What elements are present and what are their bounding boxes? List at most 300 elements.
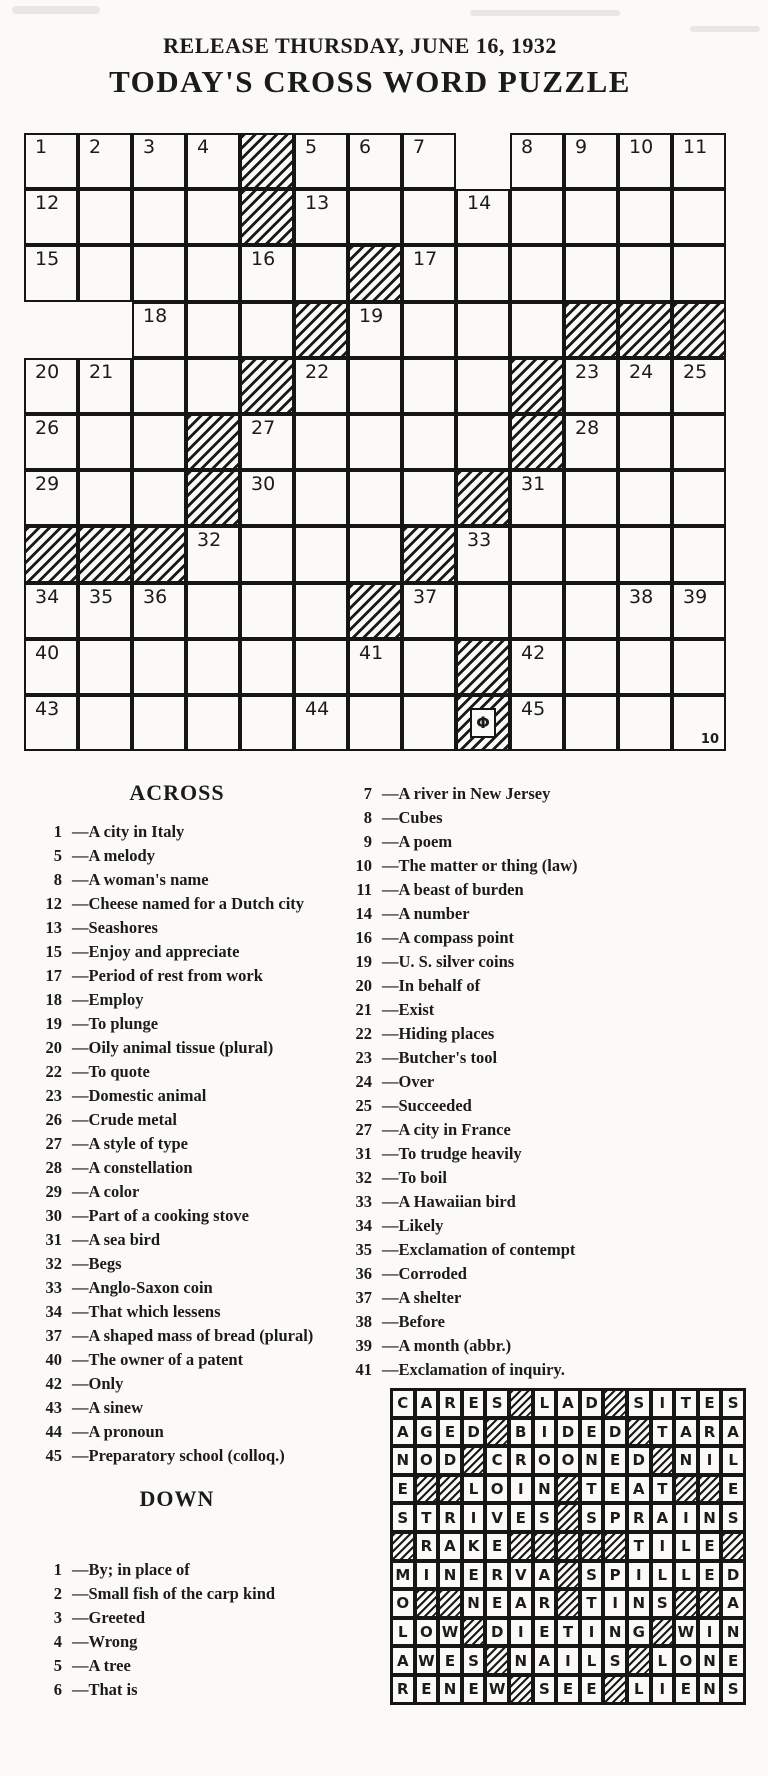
clue-number: 24: [355, 1072, 372, 1091]
clue-text: —A compass point: [382, 928, 515, 947]
clue-number: 38: [355, 1312, 372, 1331]
solution-letter-cell: S: [580, 1503, 604, 1532]
solution-letter-cell: N: [509, 1646, 533, 1675]
solution-letter-cell: C: [391, 1389, 415, 1418]
solution-black-cell: [627, 1646, 651, 1675]
clue-number: 34: [45, 1302, 62, 1321]
solution-black-cell: [580, 1532, 604, 1561]
clue: [36, 1444, 318, 1468]
cell-number: 31: [521, 473, 546, 496]
grid-cell: [510, 133, 564, 189]
solution-letter-cell: R: [438, 1389, 462, 1418]
clue-number: 31: [355, 1144, 372, 1163]
grid-cell: [672, 583, 726, 639]
clue: [346, 830, 760, 854]
cell-number: 1: [35, 136, 48, 158]
solution-letter-cell: N: [627, 1589, 651, 1618]
grid-cell: [348, 358, 402, 414]
clue-number: 20: [355, 976, 372, 995]
solution-black-cell: [603, 1532, 627, 1561]
grid-cell: [402, 245, 456, 301]
grid-cell: [186, 302, 240, 358]
clue: [36, 1084, 318, 1108]
grid-cell: [78, 470, 132, 526]
cell-number: 36: [143, 585, 168, 608]
cell-number: 40: [35, 641, 60, 664]
grid-cell: [672, 526, 726, 582]
clue-text: —To plunge: [72, 1014, 159, 1033]
solution-letter-cell: N: [533, 1475, 557, 1504]
grid-cell: [510, 526, 564, 582]
cell-number: 39: [683, 585, 708, 608]
clue: [36, 1348, 318, 1372]
clue-number: 8: [53, 870, 62, 889]
clue: [36, 1678, 318, 1702]
black-cell: [240, 133, 294, 189]
solution-letter-cell: N: [674, 1446, 698, 1475]
solution-letter-cell: S: [721, 1503, 745, 1532]
cell-number: 22: [305, 360, 330, 383]
clue-number: 9: [363, 832, 372, 851]
grid-cell: [294, 414, 348, 470]
solution-letter-cell: O: [533, 1446, 557, 1475]
clue-text: —Enjoy and appreciate: [72, 942, 240, 961]
grid-cell: [24, 583, 78, 639]
grid-cell: [618, 414, 672, 470]
grid-cell: [348, 695, 402, 751]
solution-black-cell: [698, 1475, 722, 1504]
clue-number: 13: [45, 918, 62, 937]
print-smudge: [690, 26, 760, 32]
black-cell: [348, 245, 402, 301]
clue: [36, 1132, 318, 1156]
grid-cell: [78, 189, 132, 245]
solution-letter-cell: G: [415, 1418, 439, 1447]
grid-cell: [186, 526, 240, 582]
grid-cell: [402, 695, 456, 751]
solution-letter-cell: A: [438, 1532, 462, 1561]
solution-letter-cell: E: [698, 1389, 722, 1418]
black-cell: [402, 526, 456, 582]
grid-cell: [78, 414, 132, 470]
clue: [36, 1156, 318, 1180]
solution-letter-cell: D: [580, 1389, 604, 1418]
clue: [346, 1142, 760, 1166]
clue-number: 32: [45, 1254, 62, 1273]
clue: [346, 1070, 760, 1094]
clue: [36, 844, 318, 868]
clue-text: —Seashores: [72, 918, 158, 937]
print-smudge: [470, 10, 620, 16]
solution-black-cell: [651, 1618, 675, 1647]
clue-number: 27: [355, 1120, 372, 1139]
clue: [36, 1276, 318, 1300]
cell-number: 21: [89, 360, 114, 383]
solution-letter-cell: S: [533, 1675, 557, 1704]
clue: [36, 1654, 318, 1678]
clue: [36, 1060, 318, 1084]
crossword-grid: [24, 133, 726, 751]
clue-number: 6: [53, 1680, 62, 1699]
grid-cell: [402, 302, 456, 358]
clue: [346, 1286, 760, 1310]
clue-text: —Cubes: [382, 808, 443, 827]
solution-black-cell: [438, 1475, 462, 1504]
clue: [346, 782, 760, 806]
solution-letter-cell: N: [698, 1503, 722, 1532]
grid-cell: [564, 695, 618, 751]
down-header: DOWN: [139, 1486, 215, 1511]
grid-cell: [132, 302, 186, 358]
black-cell: [456, 639, 510, 695]
solution-letter-cell: A: [674, 1418, 698, 1447]
cell-number: 38: [629, 585, 654, 608]
solution-black-cell: [651, 1446, 675, 1475]
clue-text: —Exist: [382, 1000, 435, 1019]
clue: [36, 1606, 318, 1630]
solution-letter-cell: E: [580, 1675, 604, 1704]
solution-black-cell: [603, 1675, 627, 1704]
grid-cell: [672, 470, 726, 526]
solution-letter-cell: W: [674, 1618, 698, 1647]
clue-number: 25: [355, 1096, 372, 1115]
grid-cell: [618, 189, 672, 245]
black-cell: [294, 302, 348, 358]
grid-cell: [294, 189, 348, 245]
cell-number: 16: [251, 248, 276, 271]
solution-black-cell: [509, 1389, 533, 1418]
solution-letter-cell: E: [509, 1503, 533, 1532]
clue-number: 2: [53, 1584, 62, 1603]
clue-text: —A constellation: [72, 1158, 193, 1177]
grid-cell: [186, 583, 240, 639]
clue-number: 10: [355, 856, 372, 875]
clue-text: —A number: [382, 904, 470, 923]
solution-black-cell: [509, 1532, 533, 1561]
solution-black-cell: [485, 1418, 509, 1447]
grid-cell: [186, 639, 240, 695]
solution-letter-cell: I: [415, 1561, 439, 1590]
grid-cell: [672, 189, 726, 245]
black-cell: [564, 302, 618, 358]
solution-letter-cell: I: [627, 1561, 651, 1590]
grid-cell: [240, 639, 294, 695]
solution-letter-cell: E: [533, 1618, 557, 1647]
solution-letter-cell: E: [603, 1475, 627, 1504]
down-continued-clue-list: [346, 782, 760, 1382]
solution-letter-cell: R: [509, 1446, 533, 1475]
black-cell: [186, 470, 240, 526]
clue-text: —Before: [382, 1312, 445, 1331]
clue-number: 23: [45, 1086, 62, 1105]
solution-letter-cell: L: [462, 1475, 486, 1504]
clue-text: —Butcher's tool: [382, 1048, 498, 1067]
cell-number: 25: [683, 360, 708, 383]
grid-cell: [240, 245, 294, 301]
grid-cell: [294, 133, 348, 189]
clue-text: —A color: [72, 1182, 140, 1201]
solution-letter-cell: K: [462, 1532, 486, 1561]
clue-text: —A style of type: [72, 1134, 188, 1153]
grid-cell: [348, 414, 402, 470]
grid-cell: [78, 583, 132, 639]
clue: [36, 1204, 318, 1228]
clue: [346, 1046, 760, 1070]
solution-letter-cell: L: [627, 1675, 651, 1704]
solution-letter-cell: E: [485, 1532, 509, 1561]
grid-cell: [24, 189, 78, 245]
clue-number: 28: [45, 1158, 62, 1177]
black-cell-with-bug: [456, 695, 510, 751]
clue-text: —Greeted: [72, 1608, 146, 1627]
cell-number: 45: [521, 697, 546, 720]
black-cell: [78, 526, 132, 582]
clue: [36, 1558, 318, 1582]
clue: [346, 1190, 760, 1214]
cell-number: 14: [467, 192, 492, 215]
clue: [346, 974, 760, 998]
clue: [36, 1012, 318, 1036]
solution-letter-cell: S: [721, 1389, 745, 1418]
grid-cell: [510, 583, 564, 639]
cell-number: 8: [521, 136, 534, 158]
solution-letter-cell: P: [603, 1503, 627, 1532]
solution-black-cell: [485, 1646, 509, 1675]
clue-number: 14: [355, 904, 372, 923]
cell-number: 34: [35, 585, 60, 608]
cell-number: 44: [305, 697, 330, 720]
grid-cell: [402, 414, 456, 470]
solution-letter-cell: W: [438, 1618, 462, 1647]
grid-cell: [294, 583, 348, 639]
grid-cell: [402, 189, 456, 245]
clue-number: 20: [45, 1038, 62, 1057]
grid-cell: [402, 470, 456, 526]
solution-letter-cell: A: [533, 1561, 557, 1590]
clue-number: 31: [45, 1230, 62, 1249]
clue: [36, 1372, 318, 1396]
clue-number: 8: [363, 808, 372, 827]
clue-text: —A sinew: [72, 1398, 144, 1417]
solution-letter-cell: A: [533, 1646, 557, 1675]
clue-number: 5: [53, 1656, 62, 1675]
clue-text: —A sea bird: [72, 1230, 161, 1249]
clue-text: —Begs: [72, 1254, 122, 1273]
grid-cell: [510, 695, 564, 751]
grid-cell: [456, 189, 510, 245]
grid-cell: [564, 470, 618, 526]
solution-letter-cell: N: [698, 1675, 722, 1704]
solution-letter-cell: O: [391, 1589, 415, 1618]
clue-number: 32: [355, 1168, 372, 1187]
solution-letter-cell: D: [627, 1446, 651, 1475]
grid-cell: [564, 133, 618, 189]
solution-black-cell: [627, 1418, 651, 1447]
clue-text: —A melody: [72, 846, 155, 865]
grid-cell: [618, 133, 672, 189]
solution-letter-cell: D: [721, 1561, 745, 1590]
solution-letter-cell: T: [580, 1475, 604, 1504]
solution-letter-cell: S: [721, 1675, 745, 1704]
clue-number: 44: [45, 1422, 62, 1441]
grid-cell: [618, 526, 672, 582]
solution-letter-cell: D: [603, 1418, 627, 1447]
cell-number: 41: [359, 641, 384, 664]
solution-letter-cell: N: [603, 1618, 627, 1647]
clue-text: —Succeeded: [382, 1096, 472, 1115]
release-line: RELEASE THURSDAY, JUNE 16, 1932: [163, 33, 557, 58]
clue-text: —A shaped mass of bread (plural): [72, 1326, 314, 1345]
cell-number: 33: [467, 529, 492, 552]
clue-text: —Small fish of the carp kind: [72, 1584, 276, 1603]
solution-letter-cell: E: [698, 1561, 722, 1590]
grid-cell: [672, 358, 726, 414]
grid-cell: [132, 358, 186, 414]
grid-cell: [132, 470, 186, 526]
solution-letter-cell: P: [603, 1561, 627, 1590]
solution-letter-cell: R: [533, 1589, 557, 1618]
clue: [346, 998, 760, 1022]
solution-black-cell: [415, 1589, 439, 1618]
solution-letter-cell: A: [721, 1589, 745, 1618]
cell-number: 37: [413, 585, 438, 608]
black-cell: [186, 414, 240, 470]
clue-text: —Exclamation of contempt: [382, 1240, 576, 1259]
grid-cell: [564, 358, 618, 414]
solution-letter-cell: E: [438, 1418, 462, 1447]
grid-cell: [78, 695, 132, 751]
clue: [36, 1630, 318, 1654]
solution-letter-cell: E: [603, 1446, 627, 1475]
clue-number: 29: [45, 1182, 62, 1201]
grid-cell: [294, 245, 348, 301]
clue-number: 1: [53, 822, 62, 841]
clue-number: 23: [355, 1048, 372, 1067]
grid-cell: [510, 470, 564, 526]
cell-number: 29: [35, 473, 60, 496]
solution-letter-cell: N: [462, 1589, 486, 1618]
cell-number: 28: [575, 416, 600, 439]
clue-number: 45: [45, 1446, 62, 1465]
clue: [346, 806, 760, 830]
grid-cell: [132, 245, 186, 301]
grid-cell: [618, 470, 672, 526]
grid-cell: [78, 358, 132, 414]
solution-letter-cell: T: [580, 1589, 604, 1618]
solution-letter-cell: T: [415, 1503, 439, 1532]
solution-letter-cell: I: [556, 1646, 580, 1675]
solution-letter-cell: T: [651, 1475, 675, 1504]
solution-letter-cell: R: [415, 1532, 439, 1561]
solution-letter-cell: S: [651, 1589, 675, 1618]
cell-number: 17: [413, 248, 438, 271]
grid-cell: [510, 189, 564, 245]
grid-cell: [402, 639, 456, 695]
black-cell: [618, 302, 672, 358]
cell-number: 27: [251, 416, 276, 439]
cell-number: 26: [35, 416, 60, 439]
solution-letter-cell: A: [391, 1646, 415, 1675]
solution-black-cell: [674, 1589, 698, 1618]
grid-cell: [618, 583, 672, 639]
solution-letter-cell: I: [462, 1503, 486, 1532]
clue-text: —A shelter: [382, 1288, 462, 1307]
grid-cell: [564, 189, 618, 245]
cell-number: 15: [35, 248, 60, 271]
clue: [36, 988, 318, 1012]
clue-text: —To boil: [382, 1168, 447, 1187]
grid-cell: [24, 695, 78, 751]
solution-letter-cell: B: [509, 1418, 533, 1447]
black-cell: [240, 189, 294, 245]
solution-letter-cell: I: [580, 1618, 604, 1647]
solution-black-cell: [556, 1589, 580, 1618]
grid-cell: [240, 470, 294, 526]
solution-letter-cell: I: [651, 1532, 675, 1561]
clue-number: 21: [355, 1000, 372, 1019]
clue-number: 37: [45, 1326, 62, 1345]
cell-number: 3: [143, 136, 156, 158]
clue-text: —That which lessens: [72, 1302, 221, 1321]
solution-letter-cell: W: [415, 1646, 439, 1675]
across-clue-list: [36, 820, 318, 1468]
grid-cell: [24, 133, 78, 189]
clue: [36, 1396, 318, 1420]
solution-black-cell: [438, 1589, 462, 1618]
solution-letter-cell: E: [674, 1675, 698, 1704]
clue-text: —Period of rest from work: [72, 966, 263, 985]
grid-cell: [186, 133, 240, 189]
grid-cell: [564, 526, 618, 582]
solution-letter-cell: E: [462, 1561, 486, 1590]
clue-number: 35: [355, 1240, 372, 1259]
clue-number: 26: [45, 1110, 62, 1129]
clue-text: —Wrong: [72, 1632, 138, 1651]
grid-cell: [240, 414, 294, 470]
solution-letter-cell: L: [651, 1561, 675, 1590]
clue: [346, 926, 760, 950]
grid-cell: [78, 639, 132, 695]
clue-text: —A city in France: [382, 1120, 511, 1139]
clue: [36, 1324, 318, 1348]
solution-letter-cell: A: [721, 1418, 745, 1447]
clue: [36, 1228, 318, 1252]
solution-letter-cell: N: [438, 1675, 462, 1704]
clue-number: 17: [45, 966, 62, 985]
grid-cell: [132, 695, 186, 751]
clue-text: —Cheese named for a Dutch city: [72, 894, 305, 913]
grid-cell: [564, 639, 618, 695]
solution-letter-cell: N: [721, 1618, 745, 1647]
black-cell: [132, 526, 186, 582]
solution-letter-cell: O: [556, 1446, 580, 1475]
grid-corner-mark: 10: [700, 732, 719, 748]
cell-number: 4: [197, 136, 210, 158]
solution-black-cell: [603, 1389, 627, 1418]
black-cell: [456, 470, 510, 526]
grid-cell: [294, 526, 348, 582]
clue: [36, 868, 318, 892]
cell-number: 9: [575, 136, 588, 158]
clue-number: 43: [45, 1398, 62, 1417]
clue-text: —Only: [72, 1374, 124, 1393]
left-clue-column: [36, 780, 318, 1702]
grid-cell: [240, 695, 294, 751]
grid-cell: [24, 414, 78, 470]
solution-letter-cell: L: [580, 1646, 604, 1675]
solution-letter-cell: S: [462, 1646, 486, 1675]
solution-letter-cell: A: [651, 1503, 675, 1532]
